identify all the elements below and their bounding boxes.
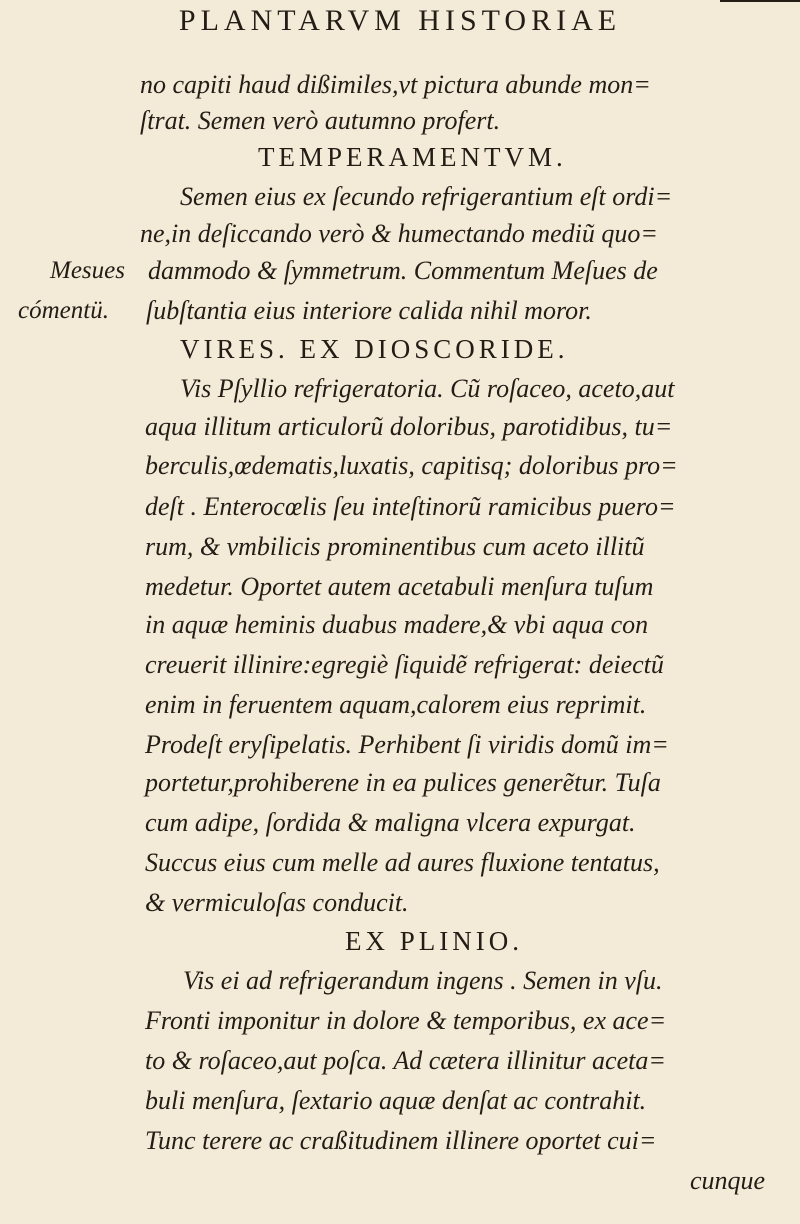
text-line: buli menſura, ſextario aquæ denſat ac contrahit. <box>145 1086 647 1115</box>
text-line: portetur,prohiberene in ea pulices generẽtur. Tuſa <box>145 768 661 797</box>
text-line: Semen eius ex ſecundo refrigerantium eſt ordi= <box>180 182 673 211</box>
text-line: ne,in deſiccando verò & humectando mediũ quo= <box>140 219 658 248</box>
text-line: aqua illitum articulorũ doloribus, parotidibus, tu= <box>145 412 673 441</box>
text-line: Vis Pſyllio refrigeratoria. Cũ roſaceo, aceto,aut <box>180 374 675 403</box>
text-line: ſtrat. Semen verò autumno profert. <box>140 106 501 135</box>
section-heading-ex-plinio: EX PLINIO. <box>345 926 523 956</box>
text-line: to & roſaceo,aut poſca. Ad cætera illinitur aceta= <box>145 1046 666 1075</box>
section-heading-temperamentum: TEMPERAMENTVM. <box>258 142 567 172</box>
section-heading-vires-dioscoride: VIRES. EX DIOSCORIDE. <box>180 334 569 364</box>
text-line: rum, & vmbilicis prominentibus cum aceto illitũ <box>145 532 645 561</box>
text-line: & vermiculoſas conducit. <box>145 888 409 917</box>
header-rule <box>720 0 800 2</box>
running-title: PLANTARVM HISTORIAE <box>178 4 622 37</box>
text-line: no capiti haud dißimiles,vt pictura abunde mon= <box>140 70 651 99</box>
text-line: ſubſtantia eius interiore calida nihil moror. <box>146 296 592 325</box>
text-line: deſt . Enterocœlis ſeu inteſtinorũ ramicibus puero= <box>145 492 676 521</box>
text-line: medetur. Oportet autem acetabuli menſura tuſum <box>145 572 654 601</box>
text-line: Fronti imponitur in dolore & temporibus, ex ace= <box>145 1006 667 1035</box>
text-line: berculis,œdematis,luxatis, capitisq; doloribus pro= <box>145 451 678 480</box>
text-line: dammodo & ſymmetrum. Commentum Meſues de <box>148 256 658 285</box>
text-line: Tunc terere ac craßitudinem illinere oportet cui= <box>145 1126 657 1155</box>
text-line: Prodeſt eryſipelatis. Perhibent ſi viridis domũ im= <box>145 730 669 759</box>
text-line: enim in feruentem aquam,calorem eius reprimit. <box>145 690 647 719</box>
text-line: Vis ei ad refrigerandum ingens . Semen in vſu. <box>183 966 663 995</box>
text-line: Succus eius cum melle ad aures fluxione tentatus, <box>145 848 660 877</box>
margin-note-commentum: cómentü. <box>18 297 109 324</box>
text-line: in aquæ heminis duabus madere,& vbi aqua con <box>145 610 649 639</box>
catchword: cunque <box>690 1166 766 1195</box>
margin-note-mesues: Mesues <box>50 257 125 284</box>
text-line: creuerit illinire:egregiè ſiquidẽ refrigerat: deiectũ <box>145 650 664 679</box>
text-line: cum adipe, ſordida & maligna vlcera expurgat. <box>145 808 636 837</box>
